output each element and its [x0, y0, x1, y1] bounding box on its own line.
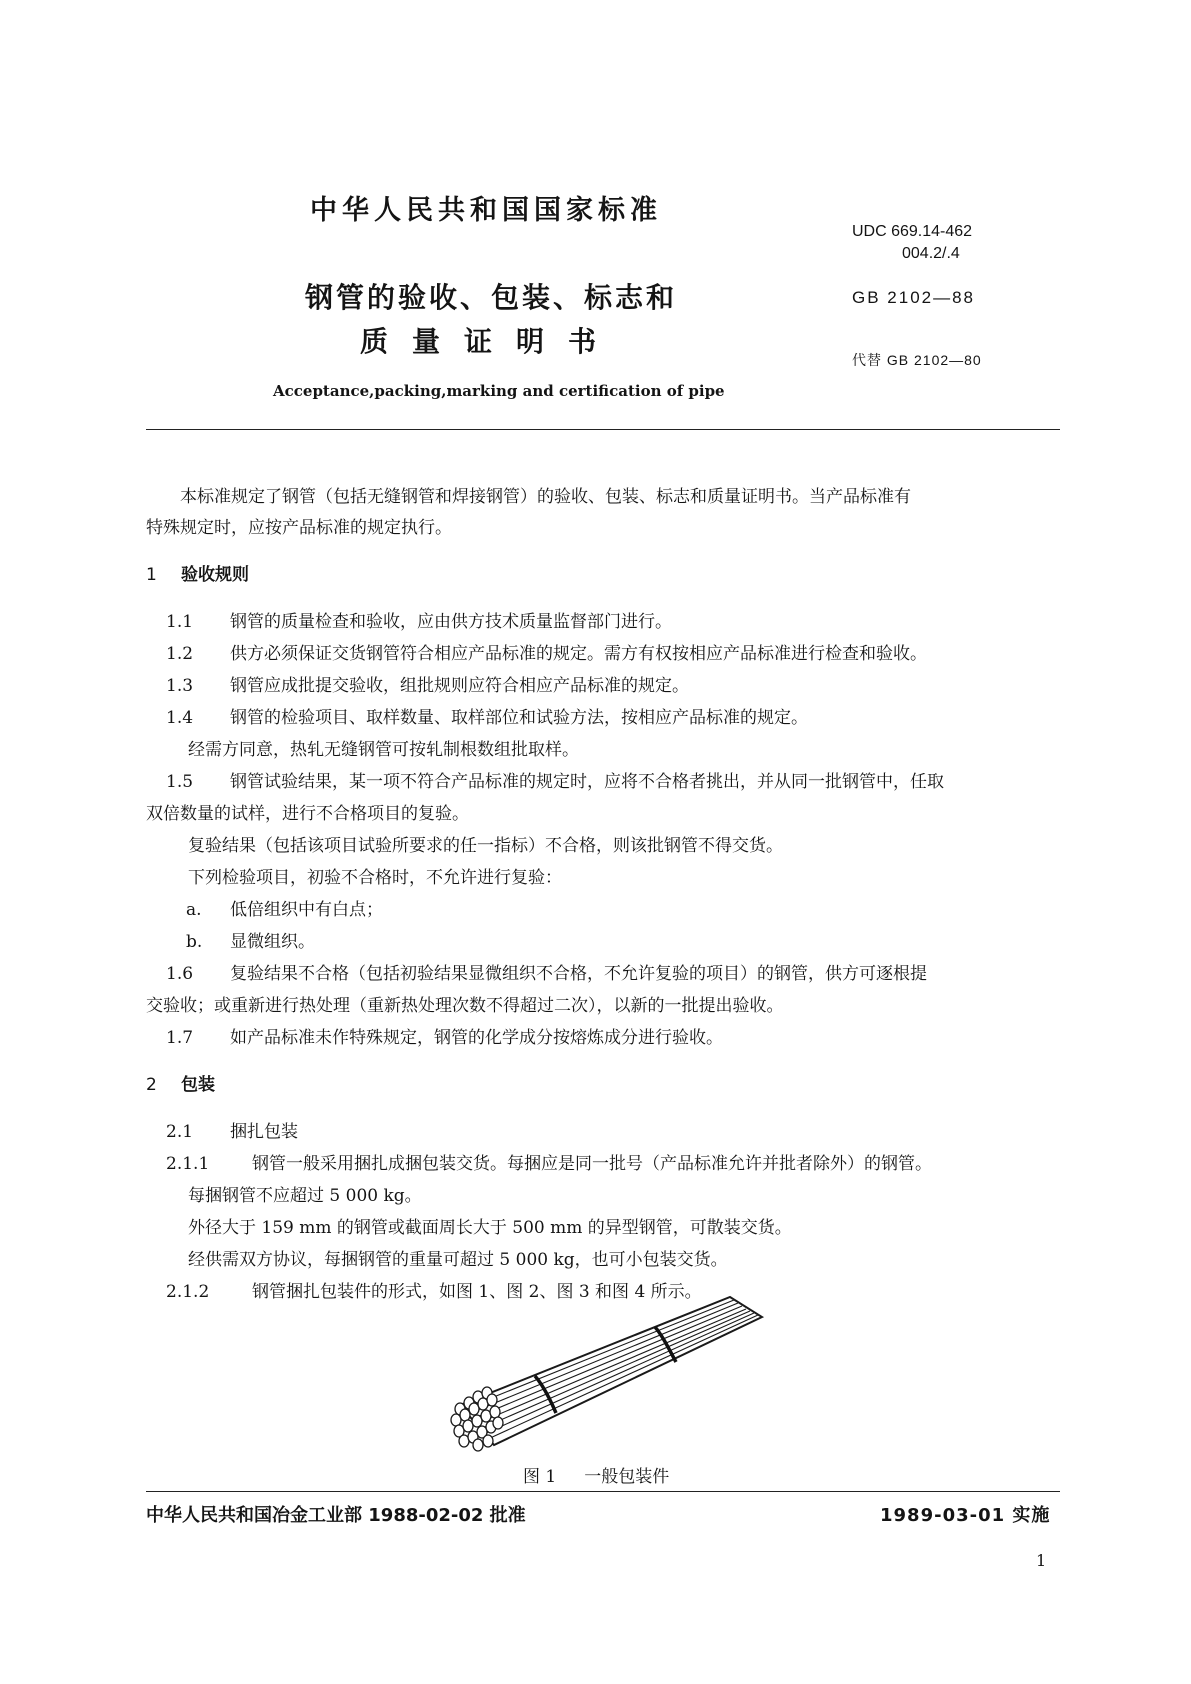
clause-2-1: [166, 1117, 298, 1142]
national-standard-heading: 中华人民共和国国家标准: [310, 195, 662, 226]
english-title: Acceptance,packing,marking and certification of pipe: [273, 382, 725, 400]
clause-number: 1.7: [166, 1028, 194, 1048]
section-2-heading: [146, 1070, 215, 1095]
clause-text: 复验结果不合格（包括初验结果显微组织不合格，不允许复验的项目）的钢管，供方可逐根提: [230, 964, 927, 984]
clause-1-1: [166, 607, 672, 632]
clause-text: 供方必须保证交货钢管符合相应产品标准的规定。需方有权按相应产品标准进行检查和验收。: [230, 644, 927, 664]
footer-divider: [146, 1491, 1060, 1492]
clause-1-5-paragraph-3: 下列检验项目，初验不合格时，不允许进行复验：: [188, 868, 562, 888]
clause-1-4-paragraph: 经需方同意，热轧无缝钢管可按轧制根数组批取样。: [188, 740, 579, 760]
clause-1-5-paragraph-2: 复验结果（包括该项目试验所要求的任一指标）不合格，则该批钢管不得交货。: [188, 836, 783, 856]
udc-code: [852, 221, 972, 265]
section-1-title: 验收规则: [181, 565, 249, 585]
clause-1-6: [166, 959, 927, 984]
clause-text: 钢管的质量检查和验收，应由供方技术质量监督部门进行。: [230, 612, 672, 632]
clause-1-4: [166, 703, 808, 728]
section-1-heading: [146, 560, 249, 585]
figure-caption: [523, 1462, 669, 1487]
figure-number: 图 1: [523, 1467, 557, 1487]
clause-number: 1.5: [166, 772, 194, 792]
clause-number: 1.1: [166, 612, 194, 632]
gb-number: GB 2102—88: [852, 288, 976, 307]
header-divider: [146, 429, 1060, 430]
effective-date: 1989-03-01 实施: [880, 1505, 1051, 1526]
pipe-bundle-illustration: [451, 1297, 762, 1451]
intro-line-2: 特殊规定时，应按产品标准的规定执行。: [146, 518, 452, 538]
clause-text: 钢管应成批提交验收，组批规则应符合相应产品标准的规定。: [230, 676, 689, 696]
clause-number: 2.1.2: [166, 1282, 210, 1302]
list-marker: a.: [186, 900, 202, 920]
list-item-b: [186, 927, 315, 952]
clause-text: 钢管捆扎包装件的形式，如图 1、图 2、图 3 和图 4 所示。: [252, 1282, 702, 1302]
clause-text: 钢管试验结果，某一项不符合产品标准的规定时，应将不合格者挑出，并从同一批钢管中，任取: [230, 772, 944, 792]
document-title-line-1: 钢管的验收、包装、标志和: [305, 281, 678, 314]
clause-text: 钢管一般采用捆扎成捆包装交货。每捆应是同一批号（产品标准允许并批者除外）的钢管。: [252, 1154, 932, 1174]
clause-2-1-1-paragraph-2: 每捆钢管不应超过 5 000 kg。: [188, 1186, 422, 1206]
list-text: 显微组织。: [230, 932, 315, 952]
figure-caption-text: 一般包装件: [584, 1467, 670, 1487]
clause-text: 如产品标准未作特殊规定，钢管的化学成分按熔炼成分进行验收。: [230, 1028, 723, 1048]
clause-1-3: [166, 671, 689, 696]
approval-statement: 中华人民共和国冶金工业部 1988-02-02 批准: [146, 1505, 526, 1526]
clause-1-6-continuation: 交验收；或重新进行热处理（重新热处理次数不得超过二次），以新的一批提出验收。: [146, 996, 784, 1016]
section-1-number: 1: [146, 565, 157, 585]
clause-number: 2.1: [166, 1122, 194, 1142]
clause-1-5: [166, 767, 944, 792]
intro-line-1: 本标准规定了钢管（包括无缝钢管和焊接钢管）的验收、包装、标志和质量证明书。当产品标准有: [180, 487, 911, 507]
document-title-line-2: 质量证明书: [360, 325, 621, 358]
clause-number: 1.4: [166, 708, 194, 728]
list-marker: b.: [186, 932, 203, 952]
udc-line-2: 004.2/.4: [902, 245, 960, 262]
clause-number: 1.3: [166, 676, 194, 696]
page-number: 1: [1036, 1551, 1047, 1570]
clause-2-1-1-paragraph-4: 经供需双方协议，每捆钢管的重量可超过 5 000 kg，也可小包装交货。: [188, 1250, 728, 1270]
clause-text: 钢管的检验项目、取样数量、取样部位和试验方法，按相应产品标准的规定。: [230, 708, 808, 728]
list-item-a: [186, 895, 383, 920]
clause-1-5-continuation: 双倍数量的试样，进行不合格项目的复验。: [146, 804, 469, 824]
clause-1-7: [166, 1023, 723, 1048]
udc-line-1: UDC 669.14-462: [852, 223, 973, 240]
replaces-standard: 代替 GB 2102—80: [852, 352, 982, 368]
clause-1-2: [166, 639, 927, 664]
clause-2-1-1-paragraph-3: 外径大于 159 mm 的钢管或截面周长大于 500 mm 的异型钢管，可散装交货。: [188, 1218, 792, 1238]
clause-number: 1.6: [166, 964, 194, 984]
clause-2-1-1: [166, 1149, 932, 1174]
clause-text: 捆扎包装: [230, 1122, 298, 1142]
section-2-title: 包装: [181, 1075, 215, 1095]
clause-number: 2.1.1: [166, 1154, 210, 1174]
clause-number: 1.2: [166, 644, 194, 664]
pipe-bundle-figure: [440, 1285, 780, 1465]
section-2-number: 2: [146, 1075, 157, 1095]
list-text: 低倍组织中有白点；: [230, 900, 383, 920]
